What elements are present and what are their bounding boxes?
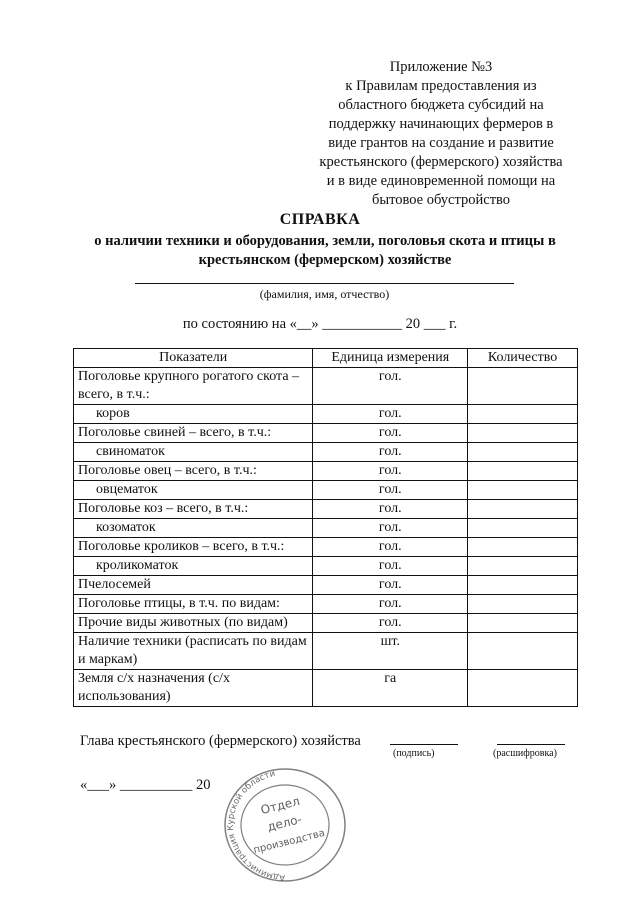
name-caption: (фамилия, имя, отчество) [259,287,390,301]
stamp-center-line: дело- [265,812,304,835]
row-quantity[interactable] [468,576,578,595]
row-label: Земля с/х назначения (с/х использования) [74,670,313,707]
appendix-line: Приложение №3 [389,59,493,75]
stamp-center-line: производства [252,827,327,857]
row-label: Прочие виды животных (по видам) [74,614,313,633]
row-quantity[interactable] [468,368,578,405]
row-label: свиноматок [74,443,313,462]
row-quantity[interactable] [468,424,578,443]
row-quantity[interactable] [468,500,578,519]
signer-label: Глава крестьянского (фермерского) хозяйства [80,733,361,749]
row-quantity[interactable] [468,519,578,538]
row-unit: гол. [313,519,468,538]
decoding-line [497,744,565,745]
appendix-line: к Правилам предоставления из [345,78,537,94]
row-label: коров [74,405,313,424]
row-quantity[interactable] [468,595,578,614]
appendix-line: крестьянского (фермерского) хозяйства [319,154,563,170]
row-quantity[interactable] [468,633,578,670]
row-unit: гол. [313,500,468,519]
row-unit: гол. [313,576,468,595]
row-quantity[interactable] [468,614,578,633]
row-label: Пчелосемей [74,576,313,595]
table-row [74,500,578,519]
row-label: козоматок [74,519,313,538]
appendix-line: поддержку начинающих фермеров в [328,116,554,132]
table-row [74,443,578,462]
date-line: «___» __________ 20 [80,777,211,793]
header-indicators: Показатели [74,349,313,368]
stamp-ring-text: Администрация Курской области [225,768,286,883]
as-of-date-line: по состоянию на «__» ___________ 20 ___ г. [182,316,458,332]
office-stamp [218,765,353,885]
table-row [74,576,578,595]
table-row [74,595,578,614]
appendix-line: виде грантов на создание и развитие [328,135,554,151]
row-label: Поголовье крупного рогатого скота – всего, в т.ч.: [74,368,313,405]
row-label: Поголовье кроликов – всего, в т.ч.: [74,538,313,557]
table-header-row [74,349,578,368]
table-row [74,538,578,557]
appendix-line: и в виде единовременной помощи на [326,173,556,189]
header-quantity: Количество [468,349,578,368]
header-unit: Единица измерения [313,349,468,368]
table-row [74,557,578,576]
row-unit: гол. [313,424,468,443]
row-label: Поголовье овец – всего, в т.ч.: [74,462,313,481]
table-row [74,481,578,500]
row-quantity[interactable] [468,405,578,424]
appendix-line: областного бюджета субсидий на [338,97,544,113]
signature-caption: (подпись) [393,748,435,759]
table-row [74,462,578,481]
row-unit: гол. [313,443,468,462]
document-subtitle: о наличии техники и оборудования, земли, поголовья скота и птицы в крестьянском (фермерском) хозяйстве [94,233,556,268]
table-row [74,519,578,538]
row-unit: гол. [313,557,468,576]
row-label: Поголовье свиней – всего, в т.ч.: [74,424,313,443]
appendix-block [300,58,582,210]
table-row [74,424,578,443]
row-unit: гол. [313,595,468,614]
indicators-table [73,348,578,707]
row-unit: гол. [313,462,468,481]
row-unit: шт. [313,633,468,670]
table-row [74,670,578,707]
row-quantity[interactable] [468,670,578,707]
row-quantity[interactable] [468,481,578,500]
row-unit: гол. [313,538,468,557]
row-unit: гол. [313,368,468,405]
decoding-caption: (расшифровка) [493,748,557,759]
row-label: Поголовье птицы, в т.ч. по видам: [74,595,313,614]
table-row [74,614,578,633]
row-quantity[interactable] [468,443,578,462]
row-unit: гол. [313,481,468,500]
row-label: Наличие техники (расписать по видам и маркам) [74,633,313,670]
row-label: Поголовье коз – всего, в т.ч.: [74,500,313,519]
row-quantity[interactable] [468,538,578,557]
row-label: кроликоматок [74,557,313,576]
row-quantity[interactable] [468,462,578,481]
row-unit: гол. [313,614,468,633]
table-row [74,633,578,670]
row-label: овцематок [74,481,313,500]
name-fill-line [135,283,514,284]
table-row [74,405,578,424]
document-title: СПРАВКА [279,211,361,228]
signature-line [390,744,458,745]
row-quantity[interactable] [468,557,578,576]
table-row [74,368,578,405]
row-unit: га [313,670,468,707]
appendix-line: бытовое обустройство [371,192,511,208]
stamp-center-line: Отдел [259,793,302,818]
row-unit: гол. [313,405,468,424]
